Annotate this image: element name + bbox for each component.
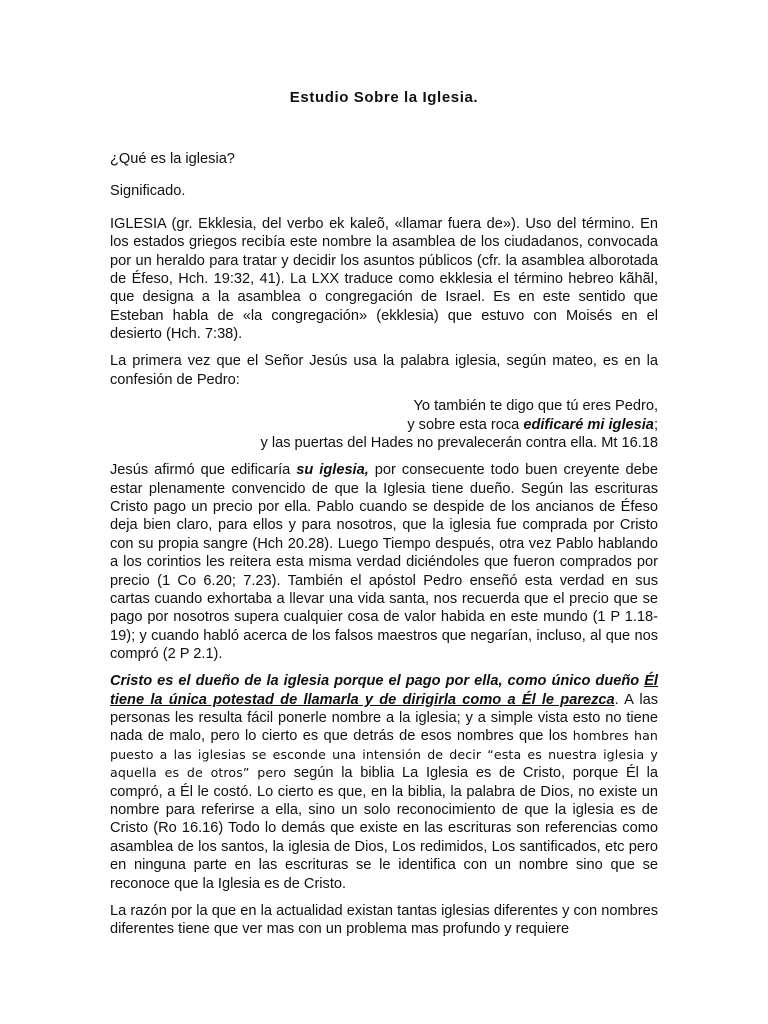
quote-line-2-end: ; xyxy=(653,416,658,433)
quote-line-3: y las puertas del Hades no prevalecerán contra ella. Mt 16.18 xyxy=(260,435,658,452)
paragraph-names-alt-text: hombres han puesto a las iglesias se esconde una intensión de decir “esta es nuestra iglesia y aquella es de otros” pero xyxy=(110,728,658,781)
quote-line-2-text: y sobre esta roca xyxy=(407,416,524,433)
question-heading: ¿Qué es la iglesia? xyxy=(110,151,235,167)
paragraph-names-text-1: . A las personas les resulta fácil ponerle nombre a la iglesia; y a simple vista esto no tiene nada de malo, pero lo cierto es que detrás de esos nombres que los xyxy=(110,691,658,745)
paragraph-reason: La razón por la que en la actualidad existan tantas iglesias diferentes y con nombres diferentes tiene que ver mas con un problema mas profundo y requiere xyxy=(110,902,658,937)
paragraph-ownership-text: por consecuente todo buen creyente debe estar plenamente convencido de que la Iglesia tiene dueño. Según las escrituras Cristo pago un precio por ella. Pablo cuando se despide de los ancianos de Éfeso deja bien claro, para ellos y para nosotros, que la iglesia fue comprada por Cristo con su propia sangre (Hch 20.28). Luego Tiempo después, otra vez Pablo hablando a los corintios les reitera esta misma verdad diciéndoles que fueron comprados por precio (1 Co 6.20; 7.23). También el apóstol Pedro enseñó esta verdad en sus cartas cuando exhortaba a llevar una vida santa, nos recuerda que el precio que se pago por nosotros supera cualquier cosa de valor habida en este mundo (1 P 1.18-19); y cuando habló acerca de los falsos maestros que negarían, incluso, al que nos compró (2 P 2.1). xyxy=(110,462,658,663)
page-title: Estudio Sobre la Iglesia. xyxy=(289,89,479,106)
document-body xyxy=(110,150,658,947)
paragraph-ownership-start: Jesús afirmó que edificaría xyxy=(110,462,297,479)
quote-line-1: Yo también te digo que tú eres Pedro, xyxy=(413,398,658,415)
paragraph-names-text-2: según la biblia La Iglesia es de Cristo, porque Él la compró, a Él le costó. Lo cierto es que, en la biblia, la palabra de Dios, no existe un nombre para referirse a ella, sino un solo reconocimiento de que la iglesia es de Cristo (Ro 16.16) Todo lo demás que existe en las escrituras son referencias como asamblea de los santos, la iglesia de Dios, Los redimidos, Los santificados, etc pero en ninguna parte en las escrituras se le identifica con un nombre sino que se reconoce que la Iglesia es de Cristo. xyxy=(110,765,658,892)
paragraph-definition: IGLESIA (gr. Ekklesia, del verbo ek kaleõ, «llamar fuera de»). Uso del término. En los estados griegos recibía este nombre la asamblea de los ciudadanos, convocada por un heraldo para tratar y decidir los asuntos públicos (cfr. la asamblea alborotada de Éfeso, Hch. 19:32, 41). La LXX traduce como ekklesia el término hebreo kãhãl, que designa a la asamblea o congregación de Israel. Es en este sentido que Esteban habla de «la congregación» (ekklesia) que estuvo con Moisés en el desierto (Hch. 7:38). xyxy=(110,215,658,343)
paragraph-first-use: La primera vez que el Señor Jesús usa la palabra iglesia, según mateo, es en la confesión de Pedro: xyxy=(110,353,658,388)
paragraph-names-emphasis-2: Él tiene la única potestad de llamarla y de dirigirla como a Él le parezca xyxy=(110,673,658,708)
paragraph-names-emphasis-1: Cristo es el dueño de la iglesia porque el pago por ella, como único dueño xyxy=(110,673,645,690)
paragraph-ownership-emphasis: su iglesia, xyxy=(296,462,369,479)
paragraph-names xyxy=(110,672,658,893)
quote-line-2 xyxy=(110,416,658,434)
quote-line-2-emphasis: edificaré mi iglesia xyxy=(523,416,654,433)
subheading: Significado. xyxy=(110,183,186,200)
scripture-quote xyxy=(110,397,658,452)
paragraph-ownership xyxy=(110,461,658,663)
